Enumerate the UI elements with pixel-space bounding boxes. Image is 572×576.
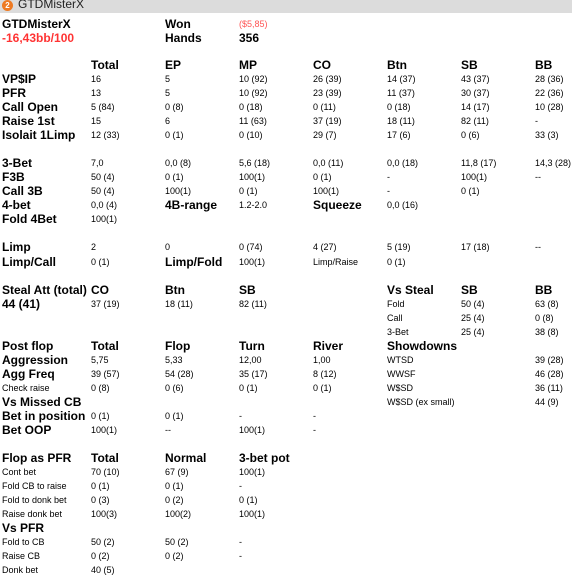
stat-cell: 5,33 bbox=[165, 355, 183, 365]
stat-cell: 0 (1) bbox=[239, 383, 258, 393]
stat-cell: - bbox=[239, 537, 242, 547]
won-label: Won bbox=[165, 17, 191, 31]
col-header-mp: MP bbox=[239, 58, 257, 72]
stat-cell: - bbox=[313, 425, 316, 435]
row-label-fold-to-cb: Fold to CB bbox=[2, 537, 45, 547]
stat-cell: 100(1) bbox=[91, 214, 118, 224]
stat-cell: 70 (10) bbox=[91, 467, 120, 477]
stat-cell: 16 bbox=[91, 74, 102, 84]
stat-cell: 37 (19) bbox=[313, 116, 342, 126]
row-label-wtsd: WTSD bbox=[387, 355, 414, 365]
col-header-co: CO bbox=[91, 283, 109, 297]
stat-cell: 28 (36) bbox=[535, 74, 564, 84]
stat-cell: 14,3 (28) bbox=[535, 158, 572, 168]
hands-label: Hands bbox=[165, 31, 202, 45]
stat-cell: 0 (2) bbox=[91, 551, 110, 561]
stat-cell: 0 (3) bbox=[91, 495, 110, 505]
stat-cell: 0 (2) bbox=[165, 495, 184, 505]
stat-cell: 33 (3) bbox=[535, 130, 559, 140]
stat-cell: 0 (1) bbox=[239, 495, 258, 505]
row-label-f3b: F3B bbox=[2, 170, 25, 184]
stat-cell: 26 (39) bbox=[313, 74, 342, 84]
stat-cell: 5 bbox=[165, 74, 171, 84]
winrate: -16,43bb/100 bbox=[2, 31, 75, 45]
row-label-bet-in-position: Bet in position bbox=[2, 409, 86, 423]
stat-cell: 5,75 bbox=[91, 355, 109, 365]
col-header-btn: Btn bbox=[165, 283, 185, 297]
stat-cell: 43 (37) bbox=[461, 74, 490, 84]
col-header-sb: SB bbox=[461, 283, 478, 297]
stat-cell: 46 (28) bbox=[535, 369, 564, 379]
label-squeeze: Squeeze bbox=[313, 198, 362, 212]
col-header-normal: Normal bbox=[165, 451, 207, 465]
player-name: GTDMisterX bbox=[2, 17, 71, 31]
stat-cell: 10 (92) bbox=[239, 74, 268, 84]
label-post-flop: Post flop bbox=[2, 339, 54, 353]
stat-cell: 17 (18) bbox=[461, 242, 490, 252]
stat-cell: 0,0 (16) bbox=[387, 200, 419, 210]
stat-cell: 0 (1) bbox=[313, 383, 332, 393]
label-vs-missed-cb: Vs Missed CB bbox=[2, 395, 82, 409]
stat-cell: 100(2) bbox=[165, 509, 192, 519]
stat-cell: 8 (12) bbox=[313, 369, 337, 379]
stat-cell: 54 (28) bbox=[165, 369, 194, 379]
col-header-btn: Btn bbox=[387, 58, 407, 72]
stat-cell: - bbox=[239, 411, 242, 421]
stat-cell: 0 (1) bbox=[313, 172, 332, 182]
row-label-raise-donk: Raise donk bet bbox=[2, 509, 63, 519]
label-vs-pfr: Vs PFR bbox=[2, 521, 45, 535]
steal-total: 44 (41) bbox=[2, 297, 41, 311]
col-header-co: CO bbox=[313, 58, 331, 72]
row-label-fold: Fold bbox=[387, 299, 405, 309]
row-label-agg-freq: Agg Freq bbox=[2, 367, 55, 381]
col-header-flop: Flop bbox=[165, 339, 191, 353]
stat-cell: 25 (4) bbox=[461, 313, 485, 323]
stat-cell: - bbox=[313, 411, 316, 421]
stat-cell: 50 (2) bbox=[91, 537, 115, 547]
row-label-raise-first: Raise 1st bbox=[2, 114, 55, 128]
stat-cell: 0 (11) bbox=[313, 102, 336, 112]
stat-cell: 0,0 (18) bbox=[387, 158, 419, 168]
stat-cell: 0,0 (11) bbox=[313, 158, 344, 168]
label-flop-as-pfr: Flop as PFR bbox=[2, 451, 72, 465]
stat-cell: 23 (39) bbox=[313, 88, 342, 98]
stat-cell: 0 (10) bbox=[239, 130, 263, 140]
stat-cell: 5 bbox=[165, 88, 171, 98]
row-label-check-raise: Check raise bbox=[2, 383, 50, 393]
stat-cell: 17 (6) bbox=[387, 130, 411, 140]
stat-cell: 10 (92) bbox=[239, 88, 268, 98]
stat-cell: 50 (4) bbox=[91, 186, 115, 196]
stat-cell: 2 bbox=[91, 242, 97, 252]
stat-cell: 18 (11) bbox=[387, 116, 415, 126]
stat-cell: 30 (37) bbox=[461, 88, 490, 98]
stat-cell: 1,00 bbox=[313, 355, 331, 365]
stat-cell: 1.2-2.0 bbox=[239, 200, 268, 210]
row-label-4bet: 4-bet bbox=[2, 198, 31, 212]
stat-cell: -- bbox=[535, 242, 541, 252]
stat-cell: 0 (1) bbox=[91, 257, 110, 267]
stat-cell: - bbox=[239, 481, 242, 491]
stat-cell: 5 (84) bbox=[91, 102, 115, 112]
row-label-wwsf: WWSF bbox=[387, 369, 416, 379]
stat-cell: 0 (1) bbox=[239, 186, 258, 196]
stat-cell: 0 (1) bbox=[165, 172, 184, 182]
window-titlebar[interactable] bbox=[0, 0, 572, 13]
stat-cell: 0 (18) bbox=[387, 102, 411, 112]
window-title: GTDMisterX bbox=[18, 0, 84, 11]
stat-cell: 12 (33) bbox=[91, 130, 120, 140]
stat-cell: - bbox=[387, 186, 390, 196]
stat-cell: 100(1) bbox=[91, 425, 118, 435]
stat-cell: 82 (11) bbox=[461, 116, 489, 126]
stat-cell: 14 (17) bbox=[461, 102, 490, 112]
label-4b-range: 4B-range bbox=[165, 198, 218, 212]
stat-cell: 18 (11) bbox=[165, 299, 193, 309]
row-label-wsd: W$SD bbox=[387, 383, 414, 393]
row-label-pfr: PFR bbox=[2, 86, 26, 100]
stat-cell: 0 (2) bbox=[165, 551, 184, 561]
col-header-total: Total bbox=[91, 451, 119, 465]
label-limp-raise: Limp/Raise bbox=[313, 257, 359, 267]
stat-cell: - bbox=[239, 551, 242, 561]
stat-cell: 100(1) bbox=[239, 509, 266, 519]
row-label-call-open: Call Open bbox=[2, 100, 59, 114]
stat-cell: 82 (11) bbox=[239, 299, 267, 309]
stat-cell: 0,0 (4) bbox=[91, 200, 118, 210]
col-header-3bet-pot: 3-bet pot bbox=[239, 451, 290, 465]
row-label-limp-call: Limp/Call bbox=[2, 255, 57, 269]
seat-badge: 2 bbox=[2, 0, 13, 11]
row-label-call-3b: Call 3B bbox=[2, 184, 43, 198]
row-label-isolate: Isolait 1Limp bbox=[2, 128, 76, 142]
stat-cell: 50 (4) bbox=[91, 172, 115, 182]
stat-cell: 63 (8) bbox=[535, 299, 559, 309]
stat-cell: - bbox=[387, 172, 390, 182]
col-header-river: River bbox=[313, 339, 344, 353]
stat-cell: 100(1) bbox=[165, 186, 192, 196]
row-label-aggression: Aggression bbox=[2, 353, 69, 367]
stat-cell: 100(3) bbox=[91, 509, 118, 519]
stat-cell: -- bbox=[165, 425, 171, 435]
label-vs-steal: Vs Steal bbox=[387, 283, 434, 297]
col-header-bb: BB bbox=[535, 58, 553, 72]
label-steal-att: Steal Att (total) bbox=[2, 283, 87, 297]
stat-cell: 6 bbox=[165, 116, 171, 126]
row-label-raise-cb: Raise CB bbox=[2, 551, 41, 561]
stat-cell: 0 (8) bbox=[91, 383, 110, 393]
stat-cell: 100(1) bbox=[461, 172, 488, 182]
stat-cell: 14 (37) bbox=[387, 74, 416, 84]
stat-cell: 0 (1) bbox=[91, 481, 110, 491]
stat-cell: 50 (4) bbox=[461, 299, 485, 309]
row-label-donk-bet: Donk bet bbox=[2, 565, 39, 575]
stat-cell: 0,0 (8) bbox=[165, 158, 192, 168]
label-showdowns: Showdowns bbox=[387, 339, 457, 353]
stat-cell: 10 (28) bbox=[535, 102, 564, 112]
hands-value: 356 bbox=[239, 31, 260, 45]
stat-cell: 22 (36) bbox=[535, 88, 564, 98]
stat-cell: 0 (1) bbox=[165, 411, 184, 421]
row-label-3bet: 3-Bet bbox=[387, 327, 409, 337]
stat-cell: 0 (18) bbox=[239, 102, 263, 112]
stat-cell: 0 (6) bbox=[165, 383, 184, 393]
stat-cell: 5,6 (18) bbox=[239, 158, 271, 168]
col-header-bb: BB bbox=[535, 283, 553, 297]
stat-cell: 0 (74) bbox=[239, 242, 263, 252]
stat-cell: 13 bbox=[91, 88, 102, 98]
stat-cell: 0 (8) bbox=[165, 102, 184, 112]
col-header-total: Total bbox=[91, 58, 119, 72]
stat-cell: -- bbox=[535, 172, 541, 182]
stat-cell: 100(1) bbox=[239, 172, 266, 182]
stat-cell: 11,8 (17) bbox=[461, 158, 497, 168]
row-label-call: Call bbox=[387, 313, 403, 323]
row-label-fold-to-donk: Fold to donk bet bbox=[2, 495, 67, 505]
col-header-total: Total bbox=[91, 339, 119, 353]
label-limp-fold: Limp/Fold bbox=[165, 255, 223, 269]
stat-cell: 12,00 bbox=[239, 355, 262, 365]
stat-cell: 100(1) bbox=[239, 257, 266, 267]
stat-cell: 0 (1) bbox=[165, 481, 184, 491]
row-label-fold-4bet: Fold 4Bet bbox=[2, 212, 57, 226]
stat-cell: 7,0 bbox=[91, 158, 104, 168]
stat-cell: 100(1) bbox=[239, 467, 266, 477]
stat-cell: 0 (1) bbox=[165, 130, 184, 140]
stat-cell: 100(1) bbox=[313, 186, 340, 196]
col-header-sb: SB bbox=[239, 283, 256, 297]
stat-cell: 39 (57) bbox=[91, 369, 120, 379]
stat-cell: 37 (19) bbox=[91, 299, 120, 309]
stat-cell: - bbox=[535, 116, 538, 126]
row-label-wsd-ex-small: W$SD (ex small) bbox=[387, 397, 455, 407]
stat-cell: 15 bbox=[91, 116, 102, 126]
stat-cell: 0 (8) bbox=[535, 313, 554, 323]
stat-cell: 38 (8) bbox=[535, 327, 559, 337]
stat-cell: 11 (37) bbox=[387, 88, 415, 98]
stat-cell: 11 (63) bbox=[239, 116, 267, 126]
stat-cell: 0 (1) bbox=[387, 257, 406, 267]
stat-cell: 0 (6) bbox=[461, 130, 480, 140]
col-header-sb: SB bbox=[461, 58, 478, 72]
row-label-vpip: VP$IP bbox=[2, 72, 37, 86]
stat-cell: 4 (27) bbox=[313, 242, 337, 252]
stat-cell: 40 (5) bbox=[91, 565, 115, 575]
col-header-turn: Turn bbox=[239, 339, 265, 353]
stat-cell: 5 (19) bbox=[387, 242, 411, 252]
col-header-ep: EP bbox=[165, 58, 182, 72]
stat-cell: 29 (7) bbox=[313, 130, 337, 140]
stat-cell: 100(1) bbox=[239, 425, 266, 435]
stat-cell: 0 (1) bbox=[91, 411, 110, 421]
stat-cell: 36 (11) bbox=[535, 383, 563, 393]
stat-cell: 50 (2) bbox=[165, 537, 189, 547]
row-label-3bet: 3-Bet bbox=[2, 156, 33, 170]
row-label-cont-bet: Cont bet bbox=[2, 467, 37, 477]
row-label-bet-oop: Bet OOP bbox=[2, 423, 52, 437]
stat-cell: 39 (28) bbox=[535, 355, 564, 365]
stat-cell: 67 (9) bbox=[165, 467, 189, 477]
row-label-limp: Limp bbox=[2, 240, 31, 254]
stat-cell: 35 (17) bbox=[239, 369, 268, 379]
stat-cell: 25 (4) bbox=[461, 327, 485, 337]
row-label-fold-cb-to-raise: Fold CB to raise bbox=[2, 481, 67, 491]
stat-cell: 0 (1) bbox=[461, 186, 480, 196]
won-value: ($5,85) bbox=[239, 19, 268, 29]
stat-cell: 44 (9) bbox=[535, 397, 559, 407]
stat-cell: 0 bbox=[165, 242, 171, 252]
